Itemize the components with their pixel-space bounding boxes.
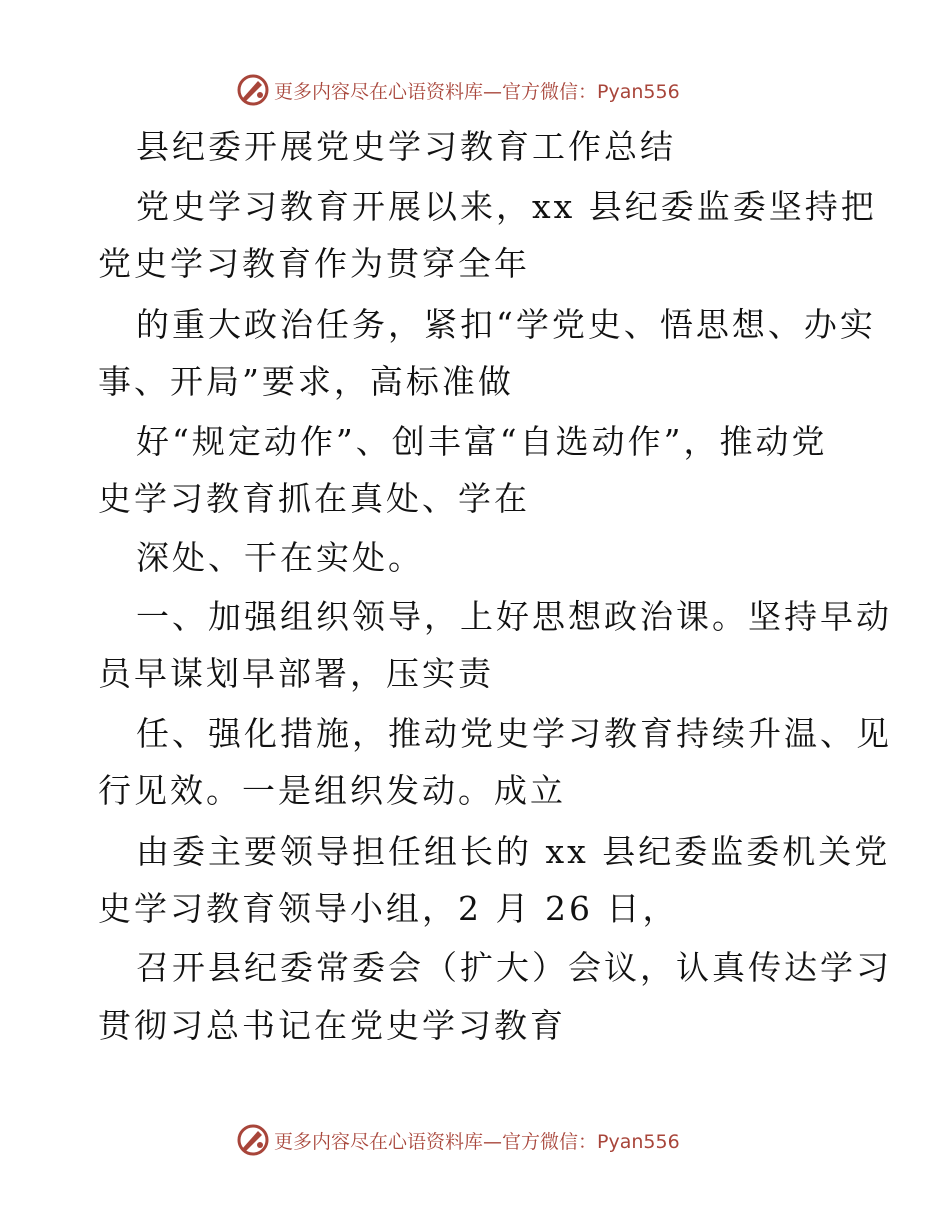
paragraph-line: 好“规定动作”、创丰富“自选动作”，推动党 bbox=[136, 422, 828, 461]
paragraph-line: 深处、干在实处。 bbox=[136, 538, 424, 577]
footer-watermark-banner bbox=[236, 1122, 716, 1158]
paragraph-line: 史学习教育抓在真处、学在 bbox=[98, 479, 530, 518]
watermark-text: 更多内容尽在心语资料库—官方微信：Pyan556 bbox=[274, 1130, 680, 1153]
paragraph-line: 史学习教育领导小组，2 月 26 日， bbox=[98, 889, 679, 928]
paragraph-line: 召开县纪委常委会（扩大）会议，认真传达学习 bbox=[136, 948, 892, 987]
paragraph-line: 党史学习教育开展以来，xx 县纪委监委坚持把 bbox=[136, 187, 877, 226]
watermark-text: 更多内容尽在心语资料库—官方微信：Pyan556 bbox=[274, 80, 680, 103]
paragraph-line: 行见效。一是组织发动。成立 bbox=[98, 771, 566, 810]
paragraph-line: 一、加强组织领导，上好思想政治课。坚持早动 bbox=[136, 597, 892, 636]
paragraph-line: 任、强化措施，推动党史学习教育持续升温、见 bbox=[136, 714, 892, 753]
document-title: 县纪委开展党史学习教育工作总结 bbox=[136, 127, 676, 166]
paragraph-line: 贯彻习总书记在党史学习教育 bbox=[98, 1006, 566, 1045]
pen-seal-icon bbox=[236, 73, 270, 107]
paragraph-line: 党史学习教育作为贯穿全年 bbox=[98, 244, 530, 283]
paragraph-line: 员早谋划早部署，压实责 bbox=[98, 654, 494, 693]
paragraph-line: 由委主要领导担任组长的 xx 县纪委监委机关党 bbox=[136, 832, 891, 871]
pen-seal-icon bbox=[236, 1123, 270, 1157]
paragraph-line: 的重大政治任务，紧扣“学党史、悟思想、办实 bbox=[136, 305, 876, 344]
header-watermark-banner bbox=[236, 72, 716, 108]
paragraph-line: 事、开局”要求，高标准做 bbox=[98, 362, 514, 401]
